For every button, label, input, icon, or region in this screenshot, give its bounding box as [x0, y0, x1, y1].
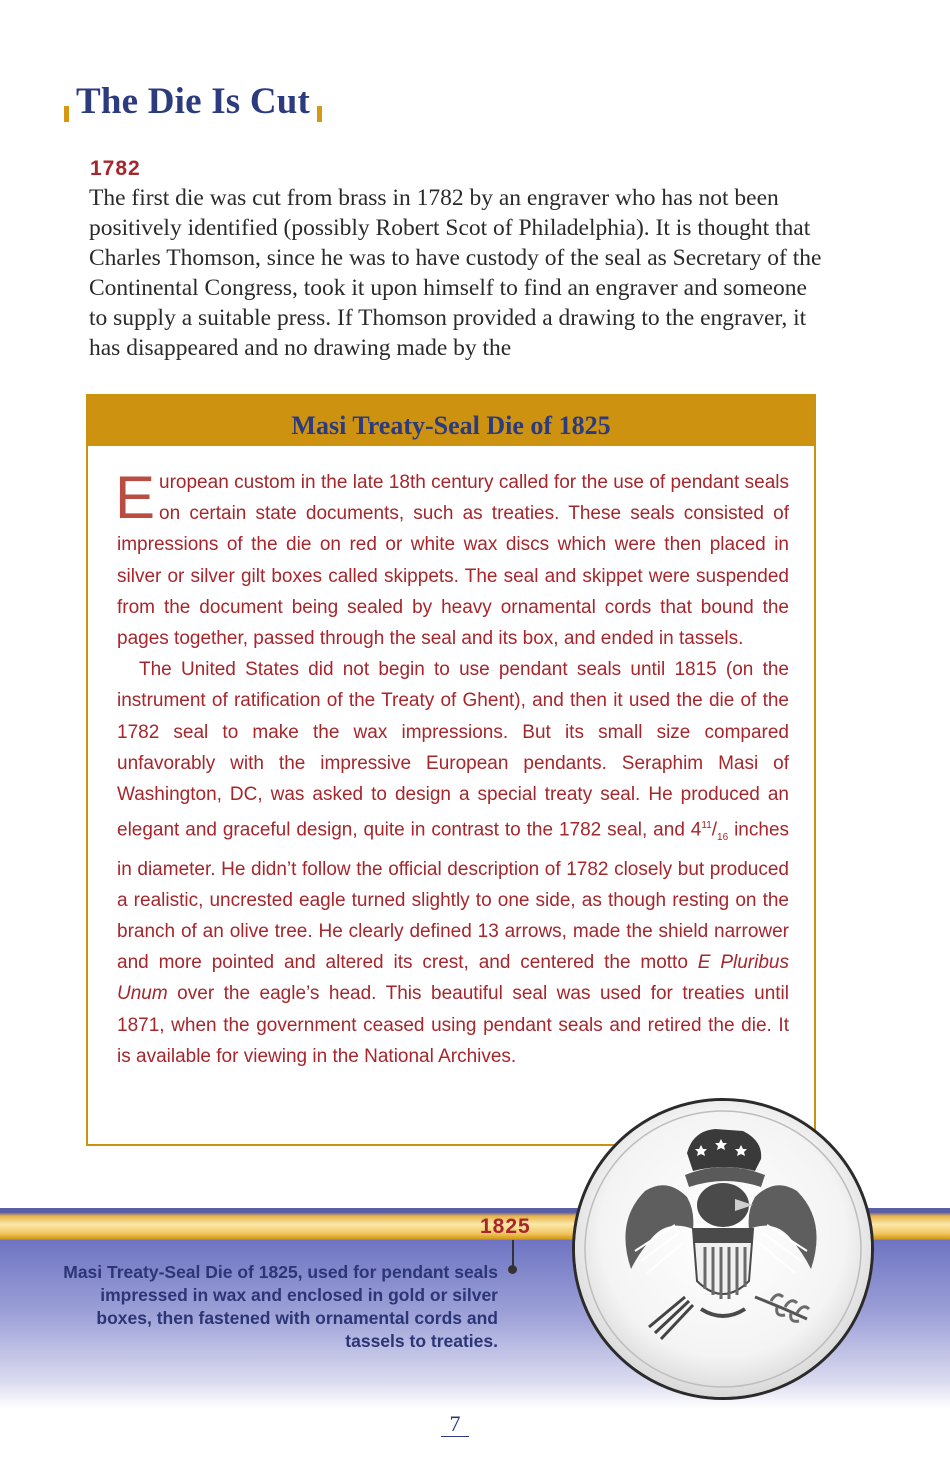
drop-cap: E — [115, 464, 156, 531]
sidebar-box — [86, 394, 816, 1146]
sidebar-paragraph-2-text-b: inches in diameter. He didn’t follow the official description of 1782 closely but produced a realistic, uncrested eagle turned slightly to one side, as though resting on the branch of an olive tree. He clearly defined 13 arrows, made the shield narrower and more pointed and altered its crest, and centered the motto — [117, 819, 790, 974]
intro-paragraph: The first die was cut from brass in 1782 by an engraver who has not been positively identified (possibly Robert Scot of Philadelphia). It is thought that Charles Thomson, since he was to have custody of the seal as Secretary of the Continental Congress, took it upon himself to find an engraver and someone to supply a suitable press. If Thomson provided a drawing to the engraver, it has disappeared and no drawing made by the — [89, 185, 822, 361]
sidebar-paragraph-1 — [115, 464, 789, 654]
title-bracket-right — [317, 106, 322, 122]
caption-leader-line — [512, 1240, 514, 1268]
sidebar-title: Masi Treaty-Seal Die of 1825 — [88, 396, 814, 446]
sidebar-paragraph-2-text-a: The United States did not begin to use pendant seals until 1815 (on the instrument of ratification of the Treaty of Ghent), and then it used the die of the 1782 seal to make the wax impressions. But its small size compared unfavorably with the impressive European pendants. Seraphim Masi of Washington, DC, was asked to design a special treaty seal. He produced an elegant and graceful design, quite in contrast to the 1782 seal, and 4 — [117, 659, 789, 841]
motto: E Pluribus Unum — [117, 952, 789, 1005]
sidebar-paragraph-2: The United States did not begin to use pendant seals until 1815 (on the instrument of ratification of the Treaty of Ghent), and then it used the die of the 1782 seal to make the wax impressions. But its small size compared unfavorably with the impressive European pendants. Seraphim Masi of Washington, DC, was asked to design a special treaty seal. He produced an elegant and graceful design, quite in contrast to the 1782 seal, and $4^{11}/_{16}$ inches in diameter. He didn’t follow the official description of 1782 closely but produced a realistic, uncrested eagle turned slightly to one side, as though resting on the branch of an olive tree. He clearly defined 13 arrows, made the shield narrower and more pointed and altered its crest, and centered the motto E Pluribus Unum over the eagle’s head. This beautiful seal was used for treaties until 1871, when the government ceased using pendant seals and retired the die. It is available for viewing in the National Archives. — [117, 659, 790, 1067]
eagle-seal-icon — [575, 1101, 871, 1397]
page-number: 7 — [441, 1411, 469, 1437]
sidebar-paragraph-1-text: uropean custom in the late 18th century called for the use of pendant seals on certain state documents, such as treaties. These seals consisted of impressions of the die on red or white wax discs which were then placed in silver or silver gilt boxes called skippets. The seal and skippet were suspended from the document being sealed by heavy ornamental cords that bound the pages together, passed through the seal and its box, and ended in tassels. — [117, 472, 789, 650]
page-title: The Die Is Cut — [76, 81, 311, 122]
sidebar-paragraph-2-text-c: over the eagle’s head. This beautiful seal was used for treaties until 1871, when the government ceased using pendant seals and retired the die. It is available for viewing in the National Archives. — [117, 983, 789, 1067]
fraction-numerator: 11 — [701, 820, 712, 832]
figure-caption: Masi Treaty-Seal Die of 1825, used for pendant seals impressed in wax and enclosed in gold or silver boxes, then fastened with ornamental cords and tassels to treaties. — [63, 1262, 498, 1351]
seal-image — [572, 1098, 874, 1400]
fraction-denominator: 16 — [717, 832, 729, 844]
figure-year: 1825 — [480, 1215, 531, 1238]
caption-leader-dot — [508, 1265, 517, 1274]
sidebar-body — [115, 464, 790, 1072]
title-bracket-left — [64, 106, 69, 122]
section-year-heading: 1782 — [90, 157, 141, 180]
